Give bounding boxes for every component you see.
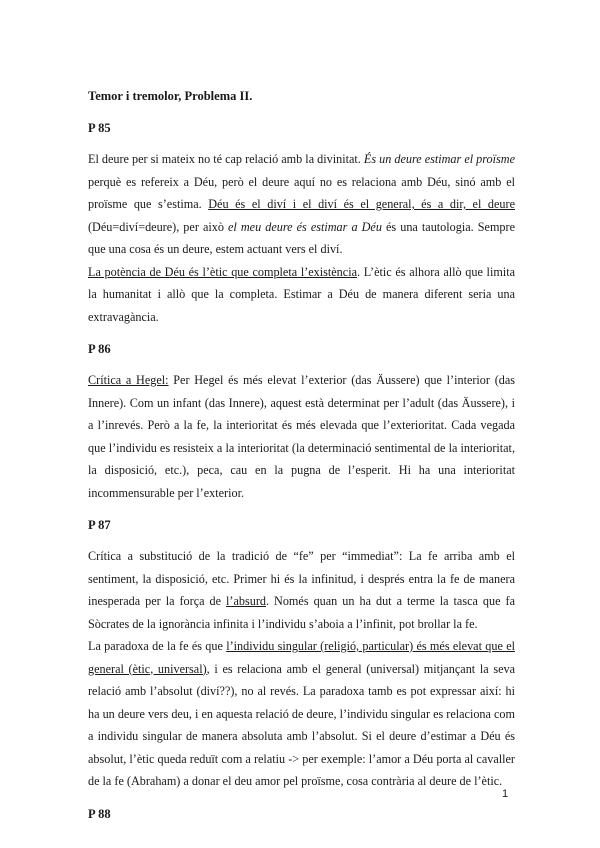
section-heading-p85: P 85 — [88, 121, 111, 135]
section-heading-p87: P 87 — [88, 518, 111, 532]
text-run: . Només quan un ha dut a terme la tasca que fa Sòcrates de la ignorància infinita i l’individu s’aboia a l’infinit, pot brollar la fe. — [88, 594, 515, 631]
underlined-text: l’individu singular (religió, particular) és més elevat que el general (ètic, universal) — [88, 639, 515, 676]
text-run: Per Hegel és més elevat l’exterior (das Äussere) que l’interior (das Innere). Com un infant (das Innere), aquest està determinat per l’adult (das Äussere), i a l’inrevés. Però a la fe, la interioritat és més elevada que l’exterioritat. Cada vegada que l’individu es resisteix a la interioritat (la determinació sentimental de la interioritat, la disposició, etc.), peca, cau en la pugna de l’esperit. Hi ha una interioritat incommensurable per l’exterior. — [88, 373, 516, 500]
paragraph-p85-1 — [88, 148, 515, 261]
underlined-text: l’absurd — [226, 594, 266, 608]
text-run: La paradoxa de la fe és que — [88, 639, 227, 653]
italic-text: És un deure estimar el proïsme — [363, 152, 515, 166]
section-heading-p86: P 86 — [88, 342, 111, 356]
text-run: . L’ètic és alhora allò que limita la humanitat i allò que la completa. Estimar a Déu de manera diferent seria una extravagància. — [88, 264, 515, 324]
text-run: és una tautologia. Sempre que una cosa és un deure, estem actuant vers el diví. — [88, 219, 515, 256]
underlined-text: Crítica a Hegel: — [88, 373, 169, 387]
document-title: Temor i tremolor, Problema II. — [88, 89, 253, 103]
text-run: El deure per si mateix no té cap relació amb la divinitat. — [88, 152, 364, 166]
paragraph-p87-1 — [88, 545, 515, 635]
underlined-text: Déu és el diví i el diví és el general, és a dir, el deure — [208, 197, 515, 211]
italic-text: el meu deure és estimar a Déu — [228, 219, 382, 234]
underlined-text: La potència de Déu és l’ètic que completa l’existència — [88, 264, 357, 279]
paragraph-p85-2 — [88, 261, 515, 329]
text-run: , i es relaciona amb el general (universal) mitjançant la seva relació amb l’absolut (diví??), no al revés. La paradoxa tamb es pot expressar així: hi ha un deure vers deu, i en aquesta relació de deure, l’individu singular es relaciona com a individu singular de manera absoluta amb l’absolut. Si el deure d’estimar a Déu és absolut, l’ètic queda reduït com a relatiu -> per exemple: l’amor a Déu porta al cavaller de la fe (Abraham) a donar el deu amor pel proïsme, cosa contrària al deure de l’ètic. — [88, 661, 516, 788]
paragraph-p86-1 — [88, 369, 515, 504]
text-run: (Déu=diví=deure), per això — [88, 219, 228, 234]
page-number: 1 — [502, 788, 509, 800]
paragraph-p87-2 — [88, 635, 515, 793]
text-run: perquè es refereix a Déu, però el deure aquí no es relaciona amb Déu, sinó amb el proïsme que s’estima. — [88, 174, 515, 211]
text-run: Crítica a substitució de la tradició de “fe” per “immediat”: La fe arriba amb el sentiment, la disposició, etc. Primer hi és la infinitud, i després entra la fe de manera inesperada per la força de — [88, 549, 515, 608]
document-page — [88, 88, 515, 834]
section-heading-p88: P 88 — [88, 806, 111, 821]
